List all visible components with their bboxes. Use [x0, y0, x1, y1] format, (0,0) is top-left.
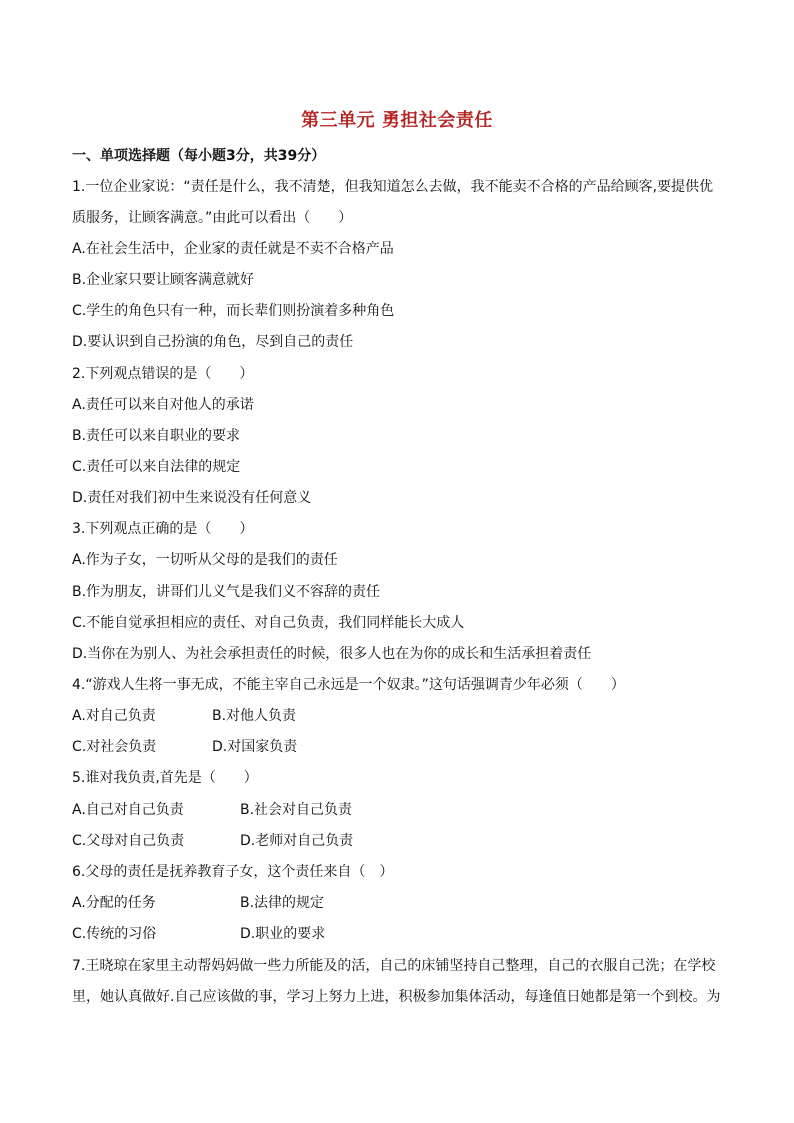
question-1-option-c: C.学生的角色只有一种，而长辈们则扮演着多种角色	[72, 303, 395, 319]
question-1-option-b: B.企业家只要让顾客满意就好	[72, 272, 255, 288]
question-5-stem: 5.谁对我负责,首先是（ ）	[72, 770, 258, 786]
question-4-option-b: B.对他人负责	[212, 708, 297, 724]
question-5-option-c: C.父母对自己负责	[72, 833, 185, 849]
page-title: 第三单元 勇担社会责任	[301, 110, 493, 131]
question-7-stem: 7.王晓琼在家里主动帮妈妈做一些力所能及的活，自己的床铺坚持自己整理，自己的衣服自己洗；在学校	[72, 958, 716, 974]
question-2-option-a: A.责任可以来自对他人的承诺	[72, 397, 254, 413]
question-3-option-c: C.不能自觉承担相应的责任、对自己负责，我们同样能长大成人	[72, 615, 465, 631]
question-5-option-a: A.自己对自己负责	[72, 802, 184, 818]
question-6-option-b: B.法律的规定	[240, 895, 325, 911]
question-6-option-d: D.职业的要求	[240, 926, 326, 942]
question-1-option-a: A.在社会生活中，企业家的责任就是不卖不合格产品	[72, 241, 394, 257]
question-3-option-d: D.当你在为别人、为社会承担责任的时候，很多人也在为你的成长和生活承担着责任	[72, 646, 592, 662]
question-4-option-a: A.对自己负责	[72, 708, 156, 724]
question-1-stem: 1.一位企业家说：“责任是什么，我不清楚，但我知道怎么去做，我不能卖不合格的产品给顾客,要提供优	[72, 179, 714, 195]
question-6-option-c: C.传统的习俗	[72, 926, 157, 942]
question-4-option-d: D.对国家负责	[212, 739, 298, 755]
question-7-stem-cont: 里，她认真做好.自己应该做的事，学习上努力上进，积极参加集体活动，每逢值日她都是第一个到校。为	[72, 989, 721, 1005]
question-3-option-b: B.作为朋友，讲哥们儿义气是我们义不容辞的责任	[72, 584, 381, 600]
question-6-stem: 6.父母的责任是抚养教育子女，这个责任来自（ ）	[72, 864, 394, 880]
question-5-option-d: D.老师对自己负责	[240, 833, 354, 849]
question-2-option-c: C.责任可以来自法律的规定	[72, 459, 241, 475]
question-1-option-d: D.要认识到自己扮演的角色，尽到自己的责任	[72, 334, 354, 350]
section-heading: 一、单项选择题（每小题3分，共39分）	[72, 148, 326, 164]
question-3-option-a: A.作为子女，一切听从父母的是我们的责任	[72, 552, 338, 568]
question-2-option-b: B.责任可以来自职业的要求	[72, 428, 241, 444]
question-2-option-d: D.责任对我们初中生来说没有任何意义	[72, 490, 312, 506]
question-5-option-b: B.社会对自己负责	[240, 802, 353, 818]
question-6-option-a: A.分配的任务	[72, 895, 156, 911]
question-4-stem: 4.“游戏人生将一事无成，不能主宰自己永远是一个奴隶。”这句话强调青少年必须（ ）	[72, 677, 625, 693]
question-3-stem: 3.下列观点正确的是（ ）	[72, 521, 254, 537]
question-4-option-c: C.对社会负责	[72, 739, 157, 755]
question-1-stem-cont: 质服务，让顾客满意。”由此可以看出（ ）	[72, 210, 353, 226]
question-2-stem: 2.下列观点错误的是（ ）	[72, 366, 254, 382]
